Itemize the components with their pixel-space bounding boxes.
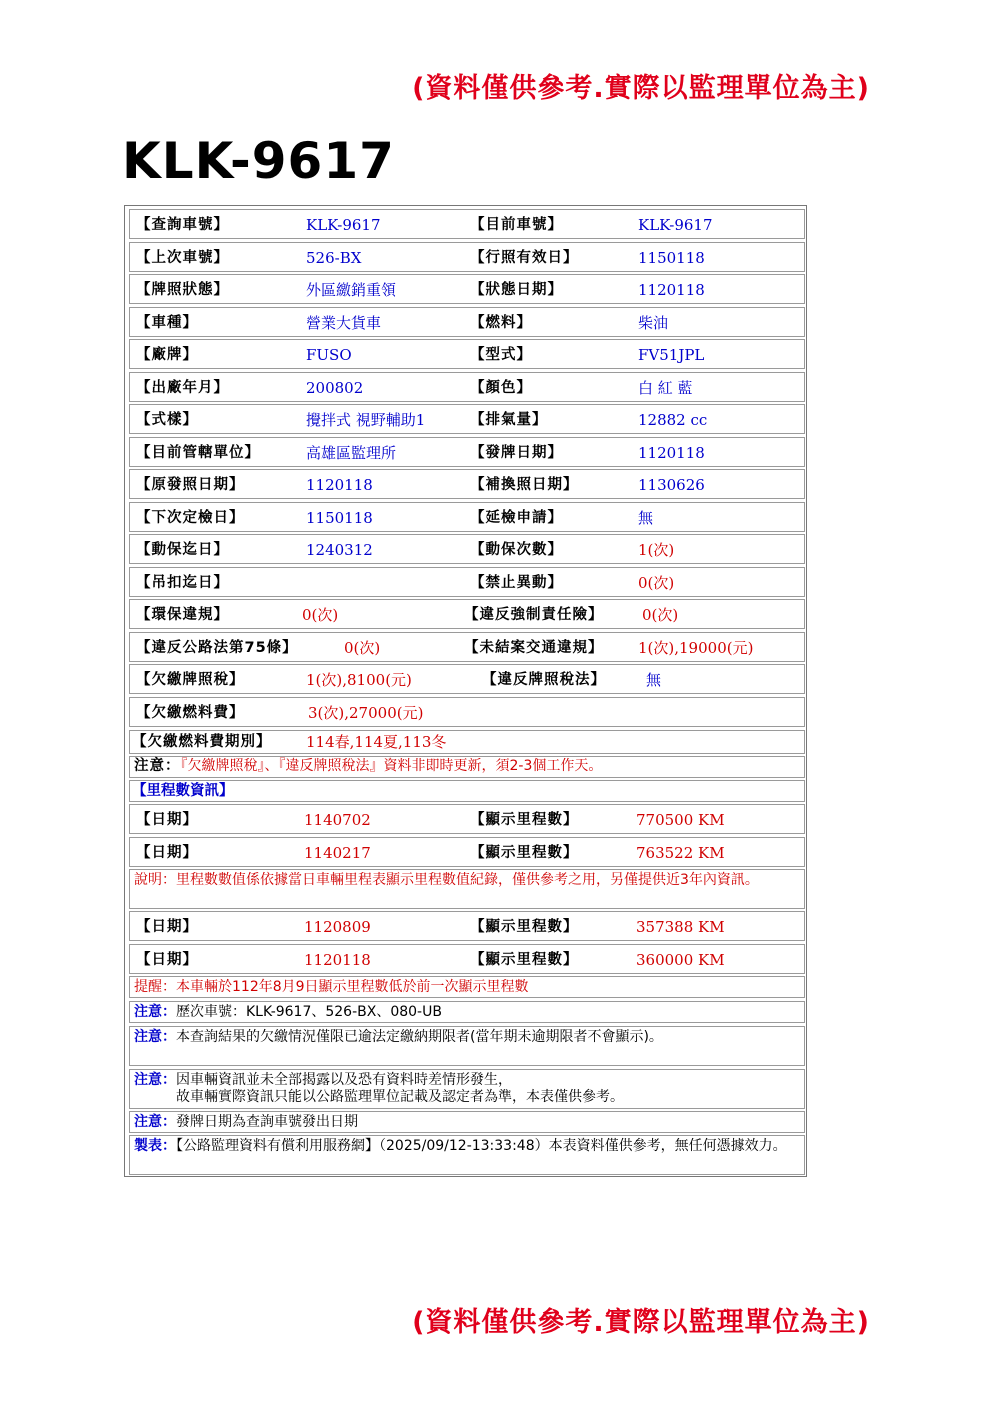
row-fuel-fee xyxy=(129,697,805,727)
table-row xyxy=(129,567,805,597)
field-label: 【補換照日期】 xyxy=(470,477,579,493)
table-row xyxy=(129,632,805,662)
row-note-info xyxy=(129,1069,805,1109)
field-label: 【目前車號】 xyxy=(470,217,563,233)
table-row xyxy=(129,404,805,434)
field-value: 526-BX xyxy=(306,248,362,267)
value-fuel-period: 114春,114夏,113冬 xyxy=(306,733,447,751)
field-value: 0(次) xyxy=(642,606,679,624)
table-row xyxy=(129,599,805,629)
mileage-note: 說明：里程數數值係依據當日車輛里程表顯示里程數值紀錄，僅供參考之用，另僅提供近3年內資訊。 xyxy=(134,872,759,888)
note-info-prefix: 注意： xyxy=(134,1072,176,1088)
field-label: 【上次車號】 xyxy=(136,249,229,266)
field-value: FUSO xyxy=(306,346,352,364)
field-label: 【式樣】 xyxy=(136,412,198,428)
field-value: 白 紅 藍 xyxy=(638,378,693,397)
table-row xyxy=(129,502,805,532)
mileage-km-value: 357388 KM xyxy=(636,918,725,936)
field-value: KLK-9617 xyxy=(638,216,713,234)
mileage-row xyxy=(129,804,805,834)
field-label: 【顏色】 xyxy=(470,379,532,396)
field-label: 【環保違規】 xyxy=(136,607,229,623)
row-note-issue xyxy=(129,1111,805,1133)
field-label: 【出廠年月】 xyxy=(136,379,229,396)
mileage-date-value: 1120118 xyxy=(304,950,371,969)
note-info-line1: 因車輛資訊並未全部揭露以及恐有資料時差情形發生， xyxy=(176,1072,512,1088)
field-label: 【目前管轄單位】 xyxy=(136,444,260,461)
footer-prefix: 製表： xyxy=(134,1138,176,1154)
field-label: 【牌照狀態】 xyxy=(136,282,229,298)
table-row xyxy=(129,469,805,499)
field-value: 0(次) xyxy=(302,606,339,624)
field-label: 【欠繳牌照稅】 xyxy=(136,672,245,688)
note-history-prefix: 注意： xyxy=(134,1004,176,1020)
field-label: 【下次定檢日】 xyxy=(136,509,245,526)
mileage-row xyxy=(129,837,805,867)
table-row xyxy=(129,339,805,369)
mileage-km-label: 【顯示里程數】 xyxy=(470,919,579,935)
field-value: 1(次),19000(元) xyxy=(638,638,754,657)
row-mileage-note xyxy=(129,869,805,909)
field-label: 【排氣量】 xyxy=(470,412,548,428)
value-fuel-fee: 3(次),27000(元) xyxy=(308,704,424,722)
plate-title: KLK-9617 xyxy=(122,132,395,190)
label-fuel-fee: 【欠繳燃料費】 xyxy=(136,705,245,721)
mileage-km-label: 【顯示里程數】 xyxy=(470,844,579,861)
mileage-km-label: 【顯示里程數】 xyxy=(470,812,579,828)
mileage-km-value: 763522 KM xyxy=(636,843,725,862)
row-note-query xyxy=(129,1026,805,1066)
note-issue-prefix: 注意： xyxy=(134,1114,176,1130)
field-value: 高雄區監理所 xyxy=(306,443,397,462)
field-label: 【吊扣迄日】 xyxy=(136,574,229,591)
field-label: 【禁止異動】 xyxy=(470,574,563,591)
table-row xyxy=(129,437,805,467)
field-label: 【狀態日期】 xyxy=(470,282,563,298)
field-value: 1(次) xyxy=(638,541,675,559)
field-value: 1120118 xyxy=(638,281,705,299)
field-label: 【未結案交通違規】 xyxy=(464,639,604,656)
mileage-date-value: 1120809 xyxy=(304,918,371,936)
field-value: FV51JPL xyxy=(638,346,705,364)
field-label: 【查詢車號】 xyxy=(136,217,229,233)
row-footer xyxy=(129,1135,805,1175)
table-row xyxy=(129,242,805,272)
row-mileage-header xyxy=(129,780,805,802)
label-fuel-period: 【欠繳燃料費期別】 xyxy=(132,734,272,750)
mileage-date-label: 【日期】 xyxy=(136,812,198,828)
note-issue-text: 發牌日期為查詢車號發出日期 xyxy=(176,1114,358,1130)
field-value: 無 xyxy=(638,508,654,527)
table-row xyxy=(129,307,805,337)
reminder-text: 提醒：本車輛於112年8月9日顯示里程數低於前一次顯示里程數 xyxy=(134,979,529,995)
note-query-text: 本查詢結果的欠繳情況僅限已逾法定繳納期限者(當年期未逾期限者不會顯示)。 xyxy=(176,1029,663,1045)
footer-text: 【公路監理資料有償利用服務網】（2025/09/12-13:33:48）本表資料僅供參考，無任何憑據效力。 xyxy=(176,1138,787,1154)
field-value: 1130626 xyxy=(638,476,705,494)
note-info-line2: 故車輛實際資訊只能以公路監理單位記載及認定者為準，本表僅供參考。 xyxy=(176,1089,624,1105)
table-row xyxy=(129,372,805,402)
row-reminder xyxy=(129,976,805,998)
field-value: 1150118 xyxy=(306,508,373,527)
field-label: 【燃料】 xyxy=(470,314,532,331)
field-label: 【動保迄日】 xyxy=(136,542,229,558)
field-value: 無 xyxy=(646,671,662,689)
table-row xyxy=(129,274,805,304)
table-row xyxy=(129,534,805,564)
mileage-date-label: 【日期】 xyxy=(136,919,198,935)
field-value: 1240312 xyxy=(306,541,373,559)
table-row xyxy=(129,209,805,239)
field-value: 200802 xyxy=(306,378,364,397)
field-value: KLK-9617 xyxy=(306,216,381,234)
field-label: 【違反強制責任險】 xyxy=(464,607,604,623)
mileage-km-label: 【顯示里程數】 xyxy=(470,951,579,968)
vehicle-record-table xyxy=(124,205,807,1177)
note-tax-text: 『欠繳牌照稅』、『違反牌照稅法』資料非即時更新，須2-3個工作天。 xyxy=(180,758,603,774)
row-note-history xyxy=(129,1001,805,1023)
mileage-date-value: 1140702 xyxy=(304,811,371,829)
field-label: 【違反牌照稅法】 xyxy=(482,672,606,688)
field-value: 1120118 xyxy=(306,476,373,494)
mileage-date-label: 【日期】 xyxy=(136,951,198,968)
field-value: 0(次) xyxy=(638,573,675,592)
note-tax-prefix: 注意： xyxy=(134,758,181,774)
table-row xyxy=(129,664,805,694)
mileage-km-value: 770500 KM xyxy=(636,811,725,829)
disclaimer-top: (資料僅供參考.實際以監理單位為主) xyxy=(412,73,870,104)
mileage-row xyxy=(129,944,805,974)
mileage-km-value: 360000 KM xyxy=(636,950,725,969)
field-value: 外區繳銷重領 xyxy=(306,281,397,299)
note-history-text: 歷次車號：KLK-9617、526-BX、080-UB xyxy=(176,1004,442,1020)
field-label: 【原發照日期】 xyxy=(136,477,245,493)
field-value: 0(次) xyxy=(344,638,381,657)
field-value: 柴油 xyxy=(638,313,669,332)
row-note-tax xyxy=(129,756,805,778)
mileage-date-value: 1140217 xyxy=(304,843,371,862)
row-fuel-period xyxy=(129,730,805,754)
disclaimer-bottom: (資料僅供參考.實際以監理單位為主) xyxy=(412,1307,870,1338)
mileage-date-label: 【日期】 xyxy=(136,844,198,861)
field-label: 【動保次數】 xyxy=(470,542,563,558)
field-value: 1150118 xyxy=(638,248,705,267)
field-label: 【延檢申請】 xyxy=(470,509,563,526)
field-value: 1(次),8100(元) xyxy=(306,671,412,689)
field-label: 【車種】 xyxy=(136,314,198,331)
field-label: 【廠牌】 xyxy=(136,347,198,363)
mileage-row xyxy=(129,911,805,941)
mileage-header: 【里程數資訊】 xyxy=(132,783,234,799)
field-label: 【型式】 xyxy=(470,347,532,363)
note-query-prefix: 注意： xyxy=(134,1029,176,1045)
field-value: 攪拌式 視野輔助1 xyxy=(306,411,426,429)
field-label: 【發牌日期】 xyxy=(470,444,563,461)
field-label: 【違反公路法第75條】 xyxy=(136,639,298,656)
field-label: 【行照有效日】 xyxy=(470,249,579,266)
field-value: 1120118 xyxy=(638,443,705,462)
field-value: 12882 cc xyxy=(638,411,708,429)
field-value: 營業大貨車 xyxy=(306,313,382,332)
